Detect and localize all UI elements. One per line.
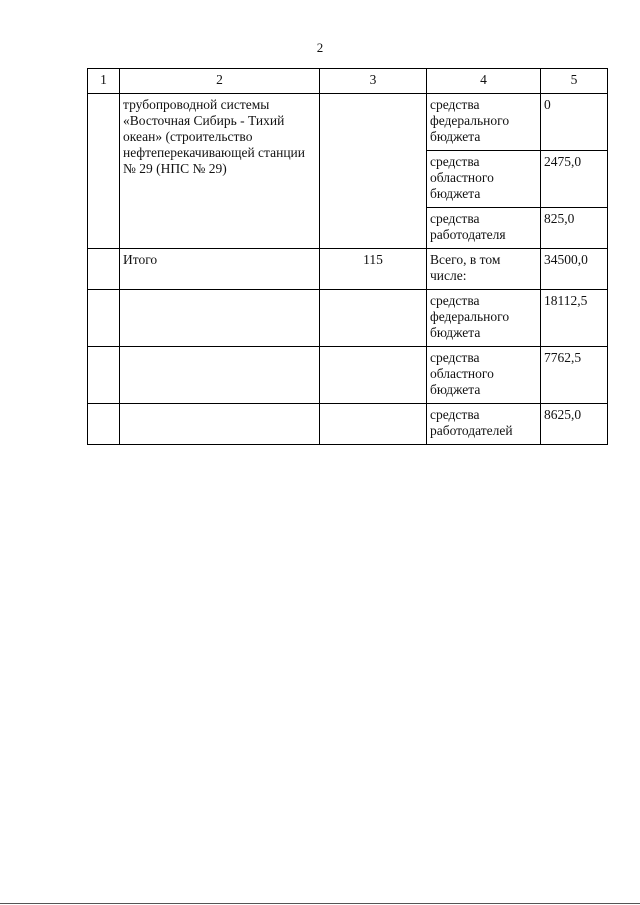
empty-cell bbox=[320, 290, 427, 347]
table-row bbox=[88, 290, 608, 347]
row-number-cell bbox=[88, 94, 120, 249]
empty-cell bbox=[320, 347, 427, 404]
funding-amount: 2475,0 bbox=[541, 151, 608, 208]
empty-cell bbox=[88, 347, 120, 404]
empty-cell bbox=[120, 404, 320, 445]
header-col-3: 3 bbox=[320, 69, 427, 94]
funding-amount: 7762,5 bbox=[541, 347, 608, 404]
empty-cell bbox=[88, 404, 120, 445]
funding-amount: 34500,0 bbox=[541, 249, 608, 290]
funding-amount: 18112,5 bbox=[541, 290, 608, 347]
funding-source: средства федерального бюджета bbox=[427, 290, 541, 347]
header-col-2: 2 bbox=[120, 69, 320, 94]
funding-source: Всего, в том числе: bbox=[427, 249, 541, 290]
empty-cell bbox=[88, 290, 120, 347]
funding-source: средства областного бюджета bbox=[427, 347, 541, 404]
funding-source: средства областного бюджета bbox=[427, 151, 541, 208]
project-description: трубопроводной системы «Восточная Сибирь - Тихий океан» (строительство нефтеперекачивающей станции № 29 (НПС № 29) bbox=[120, 94, 320, 249]
funding-amount: 8625,0 bbox=[541, 404, 608, 445]
header-row bbox=[88, 69, 608, 94]
funding-table bbox=[87, 68, 608, 445]
funding-source: средства федерального бюджета bbox=[427, 94, 541, 151]
funding-source: средства работодателя bbox=[427, 208, 541, 249]
funding-amount: 825,0 bbox=[541, 208, 608, 249]
total-label: Итого bbox=[120, 249, 320, 290]
header-col-4: 4 bbox=[427, 69, 541, 94]
table-row bbox=[88, 404, 608, 445]
table-row bbox=[88, 94, 608, 151]
empty-cell bbox=[120, 290, 320, 347]
page-number: 2 bbox=[316, 40, 324, 55]
table-row bbox=[88, 347, 608, 404]
header-col-5: 5 bbox=[541, 69, 608, 94]
page-bottom-edge bbox=[0, 903, 640, 904]
total-count: 115 bbox=[320, 249, 427, 290]
funding-source: средства работодателей bbox=[427, 404, 541, 445]
funding-amount: 0 bbox=[541, 94, 608, 151]
total-row bbox=[88, 249, 608, 290]
row-number-cell bbox=[88, 249, 120, 290]
header-col-1: 1 bbox=[88, 69, 120, 94]
empty-cell bbox=[320, 404, 427, 445]
count-cell bbox=[320, 94, 427, 249]
empty-cell bbox=[120, 347, 320, 404]
